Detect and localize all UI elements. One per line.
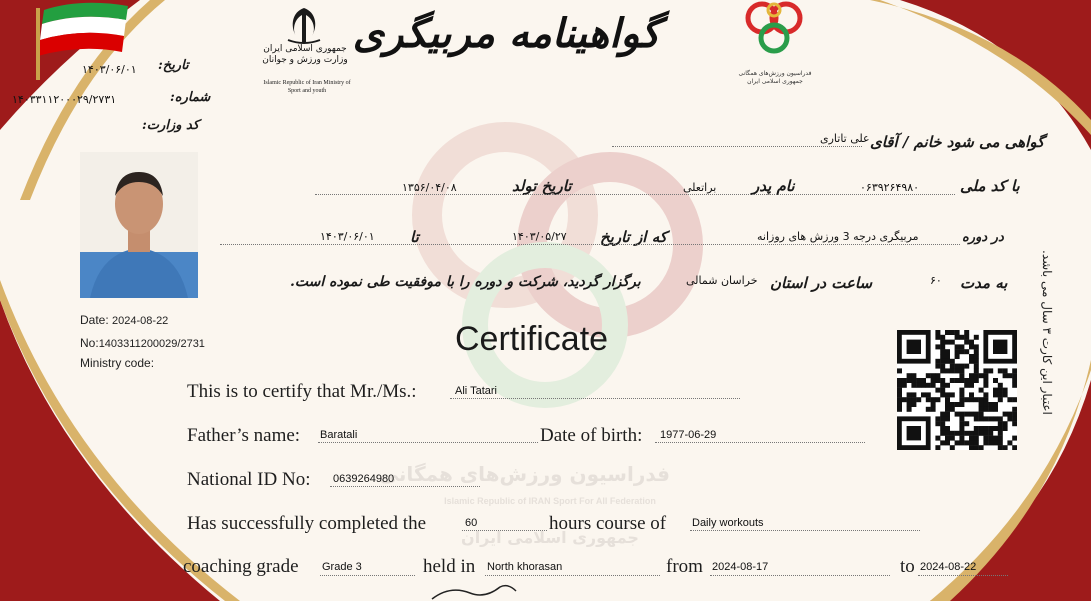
father-name-label-fa: نام پدر xyxy=(752,177,795,195)
to-date-value-fa: ۱۴۰۳/۰۶/۰۱ xyxy=(320,230,375,243)
certificate-title-fa: گواهینامه مربیگری xyxy=(352,10,660,57)
date-label-en: Date: xyxy=(80,313,109,327)
federation-name-fa: فدراسیون ورزش‌های همگانی جمهوری اسلامی ایران xyxy=(738,70,812,85)
to-label-en: to xyxy=(900,556,915,577)
from-date-label-fa: که از تاریخ xyxy=(600,228,667,246)
name-value-en: Ali Tatari xyxy=(455,385,497,397)
watermark-republic-fa: جمهوری اسلامی ایران xyxy=(461,528,639,547)
date-meta-en xyxy=(80,313,168,327)
hours-course-label-en: hours course of xyxy=(549,513,667,534)
coaching-grade-label-en: coaching grade xyxy=(183,556,299,577)
duration-label-fa: به مدت xyxy=(960,274,1008,292)
national-id-label-fa: با کد ملی xyxy=(960,177,1020,195)
name-value-fa: علی تاتاری xyxy=(820,132,870,145)
number-label-en: No: xyxy=(80,336,99,350)
date-label-fa: تاریخ: xyxy=(158,58,189,73)
father-name-label-en: Father’s name: xyxy=(187,425,301,446)
national-id-label-en: National ID No: xyxy=(187,469,311,490)
qr-code xyxy=(897,330,1017,450)
ministry-emblem-icon xyxy=(282,6,326,46)
number-value-fa: ۱۴۰۳۳۱۱۲۰۰۰۲۹/۲۷۳۱ xyxy=(12,93,117,106)
completion-text-fa: برگزار گردید، شرکت و دوره را با موفقیت طی نموده است. xyxy=(290,274,641,290)
from-date-value-fa: ۱۴۰۳/۰۵/۲۷ xyxy=(512,230,567,243)
person-photo xyxy=(80,152,198,298)
ministry-name-en: Islamic Republic of Iran Ministry of Sport and youth xyxy=(263,80,351,94)
province-value-en: North khorasan xyxy=(487,561,563,573)
number-meta-en xyxy=(80,336,205,350)
birth-date-label-fa: تاریخ تولد xyxy=(512,177,572,195)
national-id-value-fa: ۰۶۳۹۲۶۴۹۸۰ xyxy=(860,181,920,194)
national-id-value-en: 0639264980 xyxy=(333,473,395,485)
validity-note-fa: اعتبار این کارت ۳ سال می باشد. xyxy=(1040,250,1054,415)
province-value-fa: خراسان شمالی xyxy=(686,274,758,287)
course-value-en: Daily workouts xyxy=(692,517,764,529)
from-label-en: from xyxy=(666,556,703,577)
ministry-name-fa: جمهوری اسلامی ایران وزارت ورزش و جوانان xyxy=(262,44,348,65)
to-date-label-fa: تا xyxy=(410,228,419,246)
hours-value-en: 60 xyxy=(465,517,478,529)
from-value-en: 2024-08-17 xyxy=(712,561,769,573)
ministry-code-label-en: Ministry code: xyxy=(80,356,155,370)
grade-value-en: Grade 3 xyxy=(322,561,362,573)
certificate-title-en: Certificate xyxy=(455,320,609,358)
number-label-fa: شماره: xyxy=(170,90,211,105)
birth-date-label-en: Date of birth: xyxy=(540,425,643,446)
number-value-en: 1403311200029/2731 xyxy=(98,338,205,350)
date-value-en: 2024-08-22 xyxy=(112,315,169,327)
course-value-fa: مربیگری درجه 3 ورزش های روزانه xyxy=(757,230,919,243)
date-value-fa: ۱۴۰۳/۰۶/۰۱ xyxy=(82,63,137,76)
certify-label-en: This is to certify that Mr./Ms.: xyxy=(187,381,417,402)
held-in-label-en: held in xyxy=(423,556,476,577)
birth-date-value-fa: ۱۳۵۶/۰۴/۰۸ xyxy=(402,181,457,194)
to-value-en: 2024-08-22 xyxy=(920,561,977,573)
signature-icon xyxy=(430,583,520,601)
completed-label-en: Has successfully completed the xyxy=(187,513,427,534)
hours-value-fa: ۶۰ xyxy=(930,274,942,287)
course-label-fa: در دوره xyxy=(962,230,1004,245)
father-name-value-fa: براتعلی xyxy=(683,181,717,194)
province-label-fa: ساعت در استان xyxy=(770,274,873,292)
federation-logo-icon xyxy=(742,0,808,60)
father-name-value-en: Baratali xyxy=(320,429,358,441)
certify-label-fa: گواهی می شود خانم / آقای xyxy=(870,133,1045,151)
birth-date-value-en: 1977-06-29 xyxy=(660,429,717,441)
watermark-federation-fa: فدراسیون ورزش‌های همگانی xyxy=(378,462,670,486)
watermark-federation-en: Islamic Republic of IRAN Sport For All Federation xyxy=(444,496,656,506)
ministry-code-label-fa: کد وزارت: xyxy=(142,118,200,133)
